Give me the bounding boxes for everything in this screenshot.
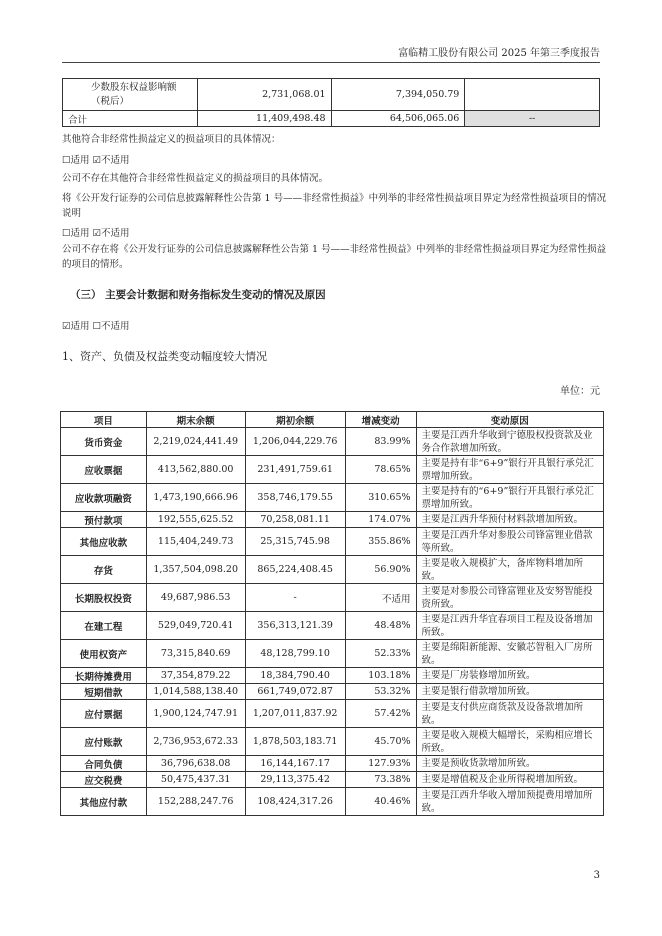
begin-balance-cell: 29,113,375.42 [245, 772, 345, 788]
non-recurring-table [62, 78, 600, 127]
end-balance-cell: 49,687,986.53 [146, 584, 245, 612]
item-cell: 货币资金 [61, 428, 147, 456]
change-cell: 127.93% [345, 756, 416, 772]
begin-balance-cell: 356,313,121.39 [245, 612, 345, 640]
note-cell: -- [465, 111, 600, 127]
paragraph-reclassification: 将《公开发行证券的公司信息披露解释性公告第 1 号——非经常性损益》中列举的非经常性损益项目界定为经常性损益项目的情况说明 [62, 193, 607, 219]
page-number: 3 [593, 870, 600, 881]
header-divider [62, 62, 600, 63]
change-cell: 103.18% [345, 668, 416, 684]
change-cell: 53.32% [345, 684, 416, 700]
reason-cell: 主要是增值税及企业所得税增加所致。 [416, 772, 603, 788]
change-cell: 174.07% [345, 512, 416, 528]
change-cell: 78.65% [345, 456, 416, 484]
change-cell: 355.86% [345, 528, 416, 556]
table-row [61, 528, 604, 556]
applicability-option-2: ☐适用 ☑不适用 [62, 228, 130, 239]
item-cell: 预付款项 [61, 512, 147, 528]
reason-cell: 主要是江西升华预付材料款增加所致。 [416, 512, 603, 528]
table-row [61, 684, 604, 700]
current-amount: 11,409,498.48 [197, 111, 331, 127]
reason-cell: 主要是对参股公司锋富锂业及安努智能投资所致。 [416, 584, 603, 612]
table-row [61, 668, 604, 684]
change-cell: 不适用 [345, 584, 416, 612]
end-balance-cell: 192,555,625.52 [146, 512, 245, 528]
table-row [61, 612, 604, 640]
table-row [61, 756, 604, 772]
item-cell: 应交税费 [61, 772, 147, 788]
begin-balance-cell: 1,206,044,229.76 [245, 428, 345, 456]
begin-balance-cell: 25,315,745.98 [245, 528, 345, 556]
end-balance-cell: 115,404,249.73 [146, 528, 245, 556]
change-cell: 83.99% [345, 428, 416, 456]
header-reason: 变动原因 [416, 412, 603, 428]
table-row [61, 484, 604, 512]
applicability-option-3: ☑适用 ☐不适用 [62, 321, 130, 332]
change-cell: 73.38% [345, 772, 416, 788]
begin-balance-cell: 358,746,179.55 [245, 484, 345, 512]
reason-cell: 主要是支付供应商货款及设备款增加所致。 [416, 700, 603, 728]
header-item: 项目 [61, 412, 147, 428]
reason-cell: 主要是收入规模大幅增长，采购相应增长所致。 [416, 728, 603, 756]
applicability-option-1: ☐适用 ☑不适用 [62, 155, 130, 166]
reason-cell: 主要是江西升华收到宁德股权投资款及业务合作款增加所致。 [416, 428, 603, 456]
balance-change-table [60, 411, 604, 816]
row-label: 合计 [63, 111, 198, 127]
item-cell: 在建工程 [61, 612, 147, 640]
ytd-amount: 7,394,050.79 [331, 79, 465, 111]
begin-balance-cell: 48,128,799.10 [245, 640, 345, 668]
end-balance-cell: 1,014,588,138.40 [146, 684, 245, 700]
section-heading: （三） 主要会计数据和财务指标发生变动的情况及原因 [70, 289, 326, 301]
table-row [63, 111, 600, 127]
item-cell: 应付账款 [61, 728, 147, 756]
table-row [61, 728, 604, 756]
begin-balance-cell: 108,424,317.26 [245, 788, 345, 816]
change-cell: 310.65% [345, 484, 416, 512]
reason-cell: 主要是持有的“6+9”银行开具银行承兑汇票增加所致。 [416, 484, 603, 512]
item-cell: 长期股权投资 [61, 584, 147, 612]
subheading: 1、资产、负债及权益类变动幅度较大情况 [62, 350, 267, 363]
table-row [61, 512, 604, 528]
page-header: 富临精工股份有限公司 2025 年第三季度报告 [398, 48, 600, 59]
end-balance-cell: 413,562,880.00 [146, 456, 245, 484]
row-label: 少数股东权益影响额（税后） [63, 79, 198, 111]
item-cell: 其他应付款 [61, 788, 147, 816]
end-balance-cell: 73,315,840.69 [146, 640, 245, 668]
end-balance-cell: 1,473,190,666.96 [146, 484, 245, 512]
item-cell: 应收款项融资 [61, 484, 147, 512]
change-cell: 52.33% [345, 640, 416, 668]
item-cell: 应收票据 [61, 456, 147, 484]
reason-cell: 主要是绵阳新能源、安徽芯智租入厂房所致。 [416, 640, 603, 668]
ytd-amount: 64,506,065.06 [331, 111, 465, 127]
change-cell: 56.90% [345, 556, 416, 584]
paragraph-no-other-items: 公司不存在其他符合非经常性损益定义的损益项目的具体情况。 [62, 173, 329, 184]
reason-cell: 主要是厂房装修增加所致。 [416, 668, 603, 684]
table-row [61, 772, 604, 788]
table-row [61, 700, 604, 728]
table-header-row [61, 412, 604, 428]
note-cell [465, 79, 600, 111]
item-cell: 长期待摊费用 [61, 668, 147, 684]
reason-cell: 主要是预收货款增加所致。 [416, 756, 603, 772]
reason-cell: 主要是江西升华对参股公司锋富锂业借款等所致。 [416, 528, 603, 556]
end-balance-cell: 2,736,953,672.33 [146, 728, 245, 756]
table-row [63, 79, 600, 111]
item-cell: 使用权资产 [61, 640, 147, 668]
header-begin-balance: 期初余额 [245, 412, 345, 428]
item-cell: 合同负债 [61, 756, 147, 772]
reason-cell: 主要是江西升华收入增加预提费用增加所致。 [416, 788, 603, 816]
header-change: 增减变动 [345, 412, 416, 428]
end-balance-cell: 1,900,124,747.91 [146, 700, 245, 728]
end-balance-cell: 50,475,437.31 [146, 772, 245, 788]
change-cell: 45.70% [345, 728, 416, 756]
item-cell: 短期借款 [61, 684, 147, 700]
begin-balance-cell: 70,258,081.11 [245, 512, 345, 528]
reason-cell: 主要是江西升华宜春项目工程及设备增加所致。 [416, 612, 603, 640]
current-amount: 2,731,068.01 [197, 79, 331, 111]
table-row [61, 428, 604, 456]
reason-cell: 主要是持有非“6+9”银行开具银行承兑汇票增加所致。 [416, 456, 603, 484]
begin-balance-cell: - [245, 584, 345, 612]
end-balance-cell: 529,049,720.41 [146, 612, 245, 640]
item-cell: 其他应收款 [61, 528, 147, 556]
begin-balance-cell: 1,878,503,183.71 [245, 728, 345, 756]
begin-balance-cell: 16,144,167.17 [245, 756, 345, 772]
begin-balance-cell: 865,224,408.45 [245, 556, 345, 584]
end-balance-cell: 37,354,879.22 [146, 668, 245, 684]
table-row [61, 584, 604, 612]
paragraph-no-reclassification: 公司不存在将《公开发行证券的公司信息披露解释性公告第 1 号——非经常性损益》中列举的非经常性损益项目界定为经常性损益的项目的情形。 [62, 244, 607, 270]
end-balance-cell: 1,357,504,098.20 [146, 556, 245, 584]
item-cell: 存货 [61, 556, 147, 584]
end-balance-cell: 2,219,024,441.49 [146, 428, 245, 456]
header-end-balance: 期末余额 [146, 412, 245, 428]
change-cell: 48.48% [345, 612, 416, 640]
begin-balance-cell: 661,749,072.87 [245, 684, 345, 700]
reason-cell: 主要是收入规模扩大，备库物料增加所致。 [416, 556, 603, 584]
item-cell: 应付票据 [61, 700, 147, 728]
change-cell: 57.42% [345, 700, 416, 728]
unit-label: 单位：元 [560, 386, 600, 397]
end-balance-cell: 36,796,638.08 [146, 756, 245, 772]
table-row [61, 788, 604, 816]
end-balance-cell: 152,288,247.76 [146, 788, 245, 816]
paragraph-other-items: 其他符合非经常性损益定义的损益项目的具体情况： [62, 134, 281, 145]
reason-cell: 主要是银行借款增加所致。 [416, 684, 603, 700]
begin-balance-cell: 231,491,759.61 [245, 456, 345, 484]
table-row [61, 640, 604, 668]
begin-balance-cell: 1,207,011,837.92 [245, 700, 345, 728]
table-row [61, 556, 604, 584]
change-cell: 40.46% [345, 788, 416, 816]
table-row [61, 456, 604, 484]
begin-balance-cell: 18,384,790.40 [245, 668, 345, 684]
